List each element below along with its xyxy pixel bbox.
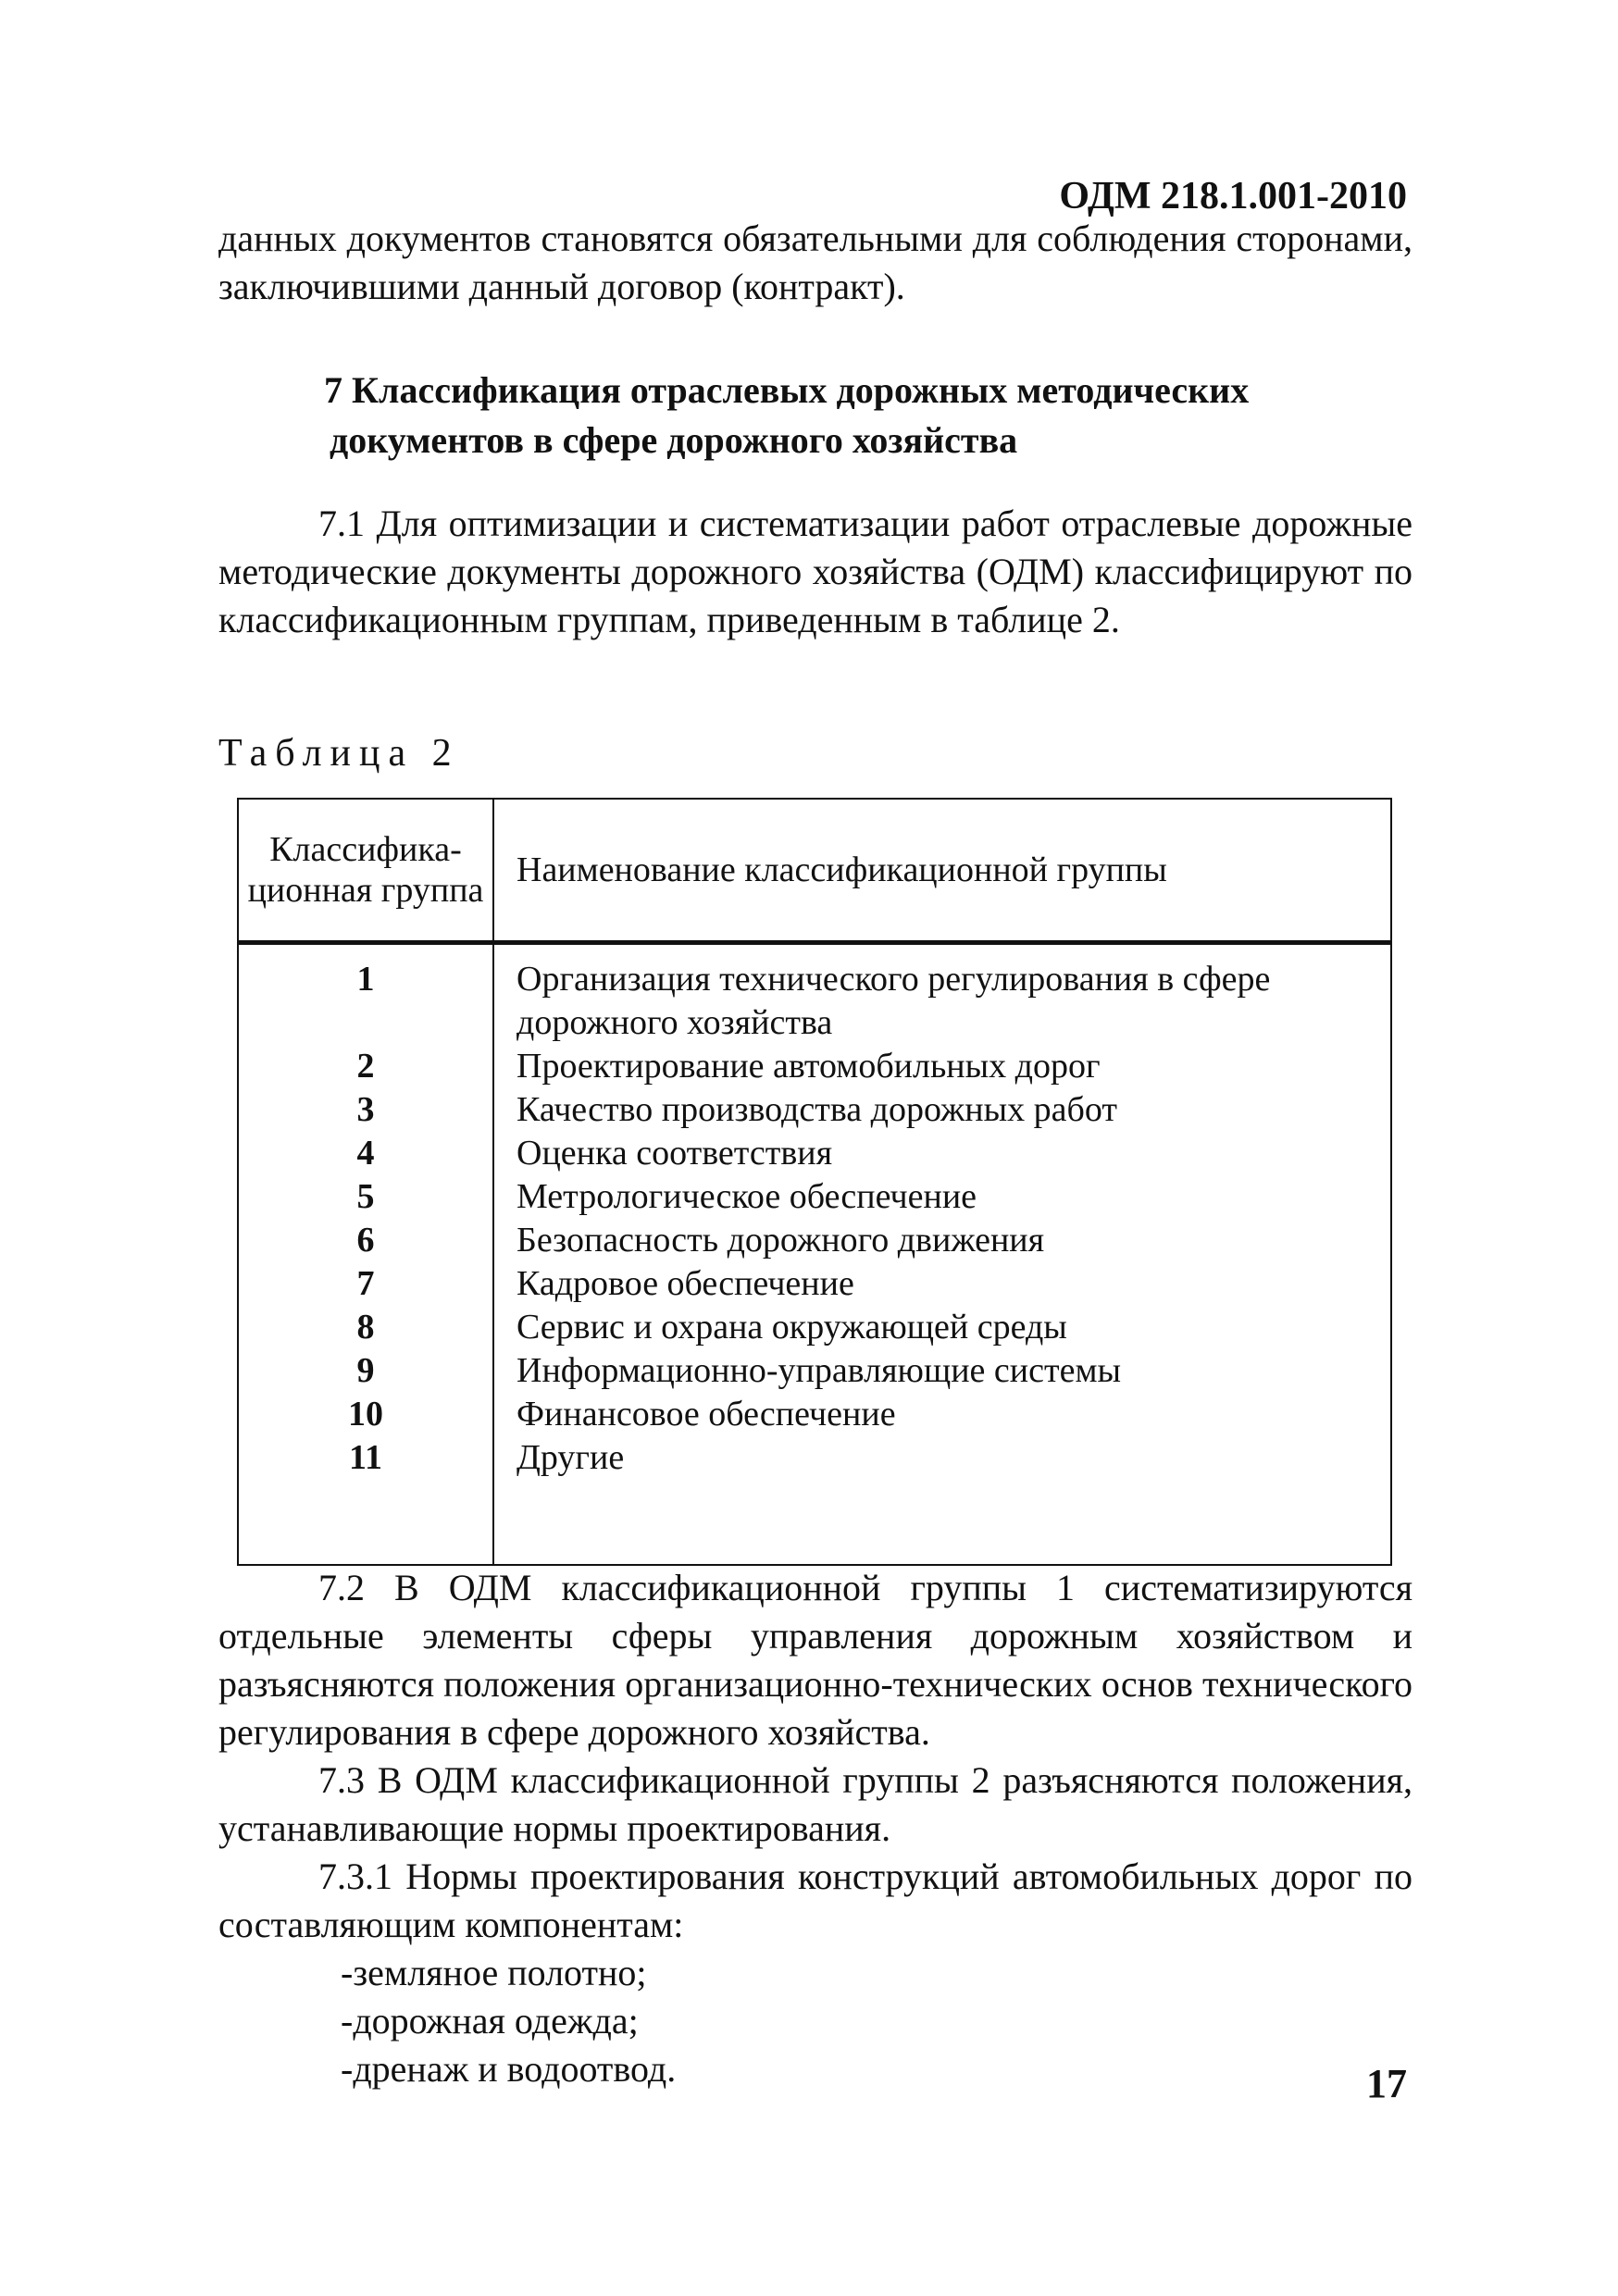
group-number: 5 <box>356 1177 375 1216</box>
group-name: Проектирование автомобильных дорог <box>517 1047 1101 1086</box>
list-item: -дренаж и водоотвод. <box>341 2048 677 2090</box>
group-name: Качество производства дорожных работ <box>517 1090 1117 1129</box>
list-item: -дорожная одежда; <box>341 2000 639 2042</box>
paragraph-7-3: 7.3 В ОДМ классификационной группы 2 разъясняются положения, устанавливающие нормы проектирования. <box>218 1759 1413 1849</box>
group-name: Оценка соответствия <box>517 1134 833 1173</box>
group-number-column <box>238 943 493 1566</box>
document-code: ОДМ 218.1.001-2010 <box>1059 175 1407 217</box>
group-name: Сервис и охрана окружающей среды <box>517 1308 1067 1347</box>
group-number: 2 <box>356 1047 375 1086</box>
paragraph-7-1: 7.1 Для оптимизации и систематизации работ отраслевые дорожные методические документы дорожного хозяйства (ОДМ) классифицируют по классификационным группам, приведенным в таблице 2. <box>218 503 1413 640</box>
group-name: Кадровое обеспечение <box>517 1264 854 1303</box>
table-body-row <box>238 943 1391 1566</box>
paragraph-7-2: 7.2 В ОДМ классификационной группы 1 систематизируются отдельные элементы сферы управления дорожным хозяйством и разъясняются положения организационно-технических основ технического регулирования в сфере дорожного хозяйства. <box>218 1567 1413 1753</box>
list-item: -земляное полотно; <box>341 1952 647 1993</box>
header-group-number: Классифика-ционная группа <box>238 799 493 943</box>
intro-paragraph: данных документов становятся обязательными для соблюдения сторонами, заключившими данный договор (контракт). <box>218 217 1413 307</box>
group-number: 11 <box>349 1438 382 1477</box>
table-header-row <box>238 799 1391 943</box>
group-name: Метрологическое обеспечение <box>517 1177 977 1216</box>
group-name: Организация технического регулирования в сфере дорожного хозяйства <box>517 960 1271 1042</box>
section-heading-line-1: 7 Классификация отраслевых дорожных методических <box>324 369 1250 411</box>
group-number: 9 <box>356 1351 375 1390</box>
table-caption: Таблица 2 <box>218 732 460 775</box>
page-number: 17 <box>1366 2061 1407 2106</box>
group-name: Другие <box>517 1438 625 1477</box>
section-heading <box>324 366 1342 465</box>
group-number: 10 <box>348 1395 383 1433</box>
group-name: Безопасность дорожного движения <box>517 1221 1045 1260</box>
group-number: 4 <box>356 1134 375 1173</box>
group-number: 3 <box>356 1090 375 1129</box>
group-number: 6 <box>356 1221 375 1260</box>
section-heading-line-2: документов в сфере дорожного хозяйства <box>330 419 1018 461</box>
header-group-name: Наименование классификационной группы <box>493 799 1391 943</box>
group-name: Финансовое обеспечение <box>517 1395 896 1433</box>
group-number: 7 <box>356 1264 375 1303</box>
group-number: 8 <box>356 1308 375 1347</box>
paragraph-7-3-1: 7.3.1 Нормы проектирования конструкций автомобильных дорог по составляющим компонентам: <box>218 1855 1413 1945</box>
classification-table <box>237 798 1392 1566</box>
group-name: Информационно-управляющие системы <box>517 1351 1122 1390</box>
group-name-column <box>493 943 1391 1566</box>
group-number: 1 <box>356 960 375 999</box>
